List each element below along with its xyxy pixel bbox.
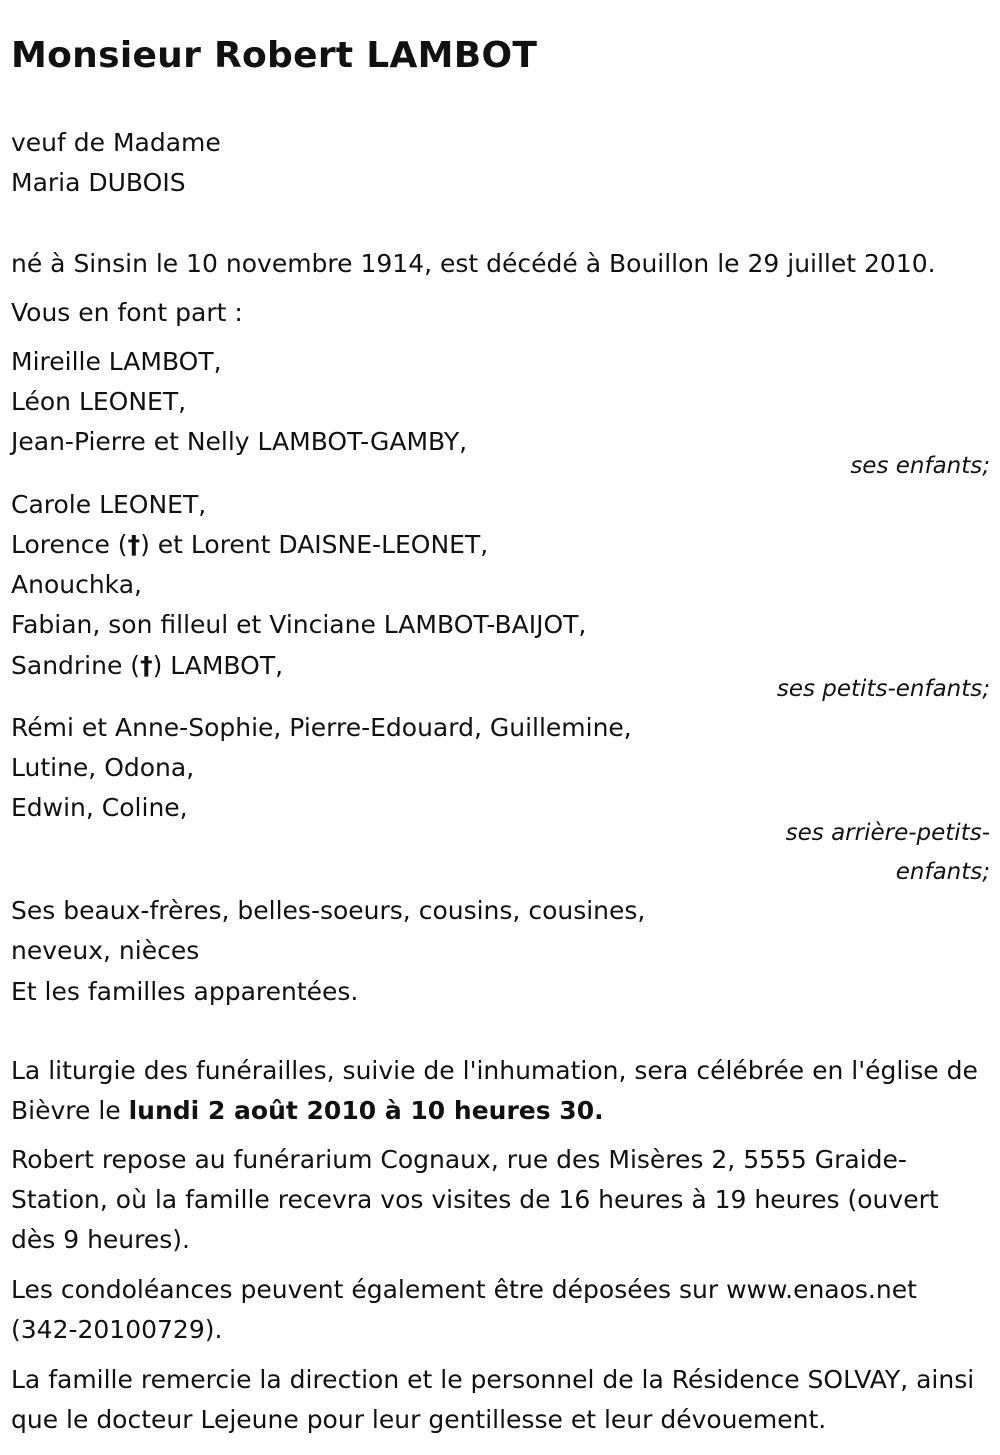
great-grandchild-name: Lutine, Odona, [11,753,195,782]
cross-icon: † [140,651,153,680]
thanks-paragraph: La famille remercie la direction et le personnel de la Résidence SOLVAY, ainsi que le docteur Lejeune pour leur gentillesse et leur dévouement. [11,1365,975,1434]
child-name: Léon LEONET, [11,387,187,416]
grandchild-name: Lorence (†) et Lorent DAISNE-LEONET, [11,530,489,559]
grandchild-name: Sandrine (†) LAMBOT, [11,651,284,680]
children-role: ses enfants; [850,453,990,479]
relatives-line: Et les familles apparentées. [11,977,359,1006]
spouse-line-2: Maria DUBOIS [11,168,186,197]
grandchild-name: Carole LEONET, [11,490,207,519]
child-name: Mireille LAMBOT, [11,347,222,376]
cross-icon: † [127,530,141,559]
grandchildren-role: ses petits-enfants; [776,676,990,702]
grandchild-name: Fabian, son filleul et Vinciane LAMBOT-BAIJOT, [11,610,587,639]
great-grandchild-name: Rémi et Anne-Sophie, Pierre-Edouard, Guillemine, [11,713,632,742]
grandchild-name: Anouchka, [11,570,142,599]
birth-death-line: né à Sinsin le 10 novembre 1914, est décédé à Bouillon le 29 juillet 2010. [11,249,936,278]
funeral-date: lundi 2 août 2010 à 10 heures 30. [128,1096,604,1125]
liturgy-paragraph: La liturgie des funérailles, suivie de l'inhumation, sera célébrée en l'église de Bièvre le lundi 2 août 2010 à 10 heures 30. [11,1056,978,1125]
great-grandchildren-role-line-2: enfants; [895,859,990,885]
condolences-paragraph: Les condoléances peuvent également être déposées sur www.enaos.net (342-20100729). [11,1275,917,1344]
funerarium-paragraph: Robert repose au funérarium Cognaux, rue des Misères 2, 5555 Graide-Station, où la famille recevra vos visites de 16 heures à 19 heures (ouvert dès 9 heures). [11,1145,939,1254]
great-grandchild-name: Edwin, Coline, [11,793,188,822]
spouse-line-1: veuf de Madame [11,128,221,157]
great-grandchildren-role-line-1: ses arrière-petits- [785,820,990,846]
relatives-line: Ses beaux-frères, belles-soeurs, cousins, cousines, [11,896,646,925]
page-title: Monsieur Robert LAMBOT [11,35,538,76]
child-name: Jean-Pierre et Nelly LAMBOT-GAMBY, [11,427,468,456]
announce-line: Vous en font part : [11,298,243,327]
relatives-line: neveux, nièces [11,936,200,965]
